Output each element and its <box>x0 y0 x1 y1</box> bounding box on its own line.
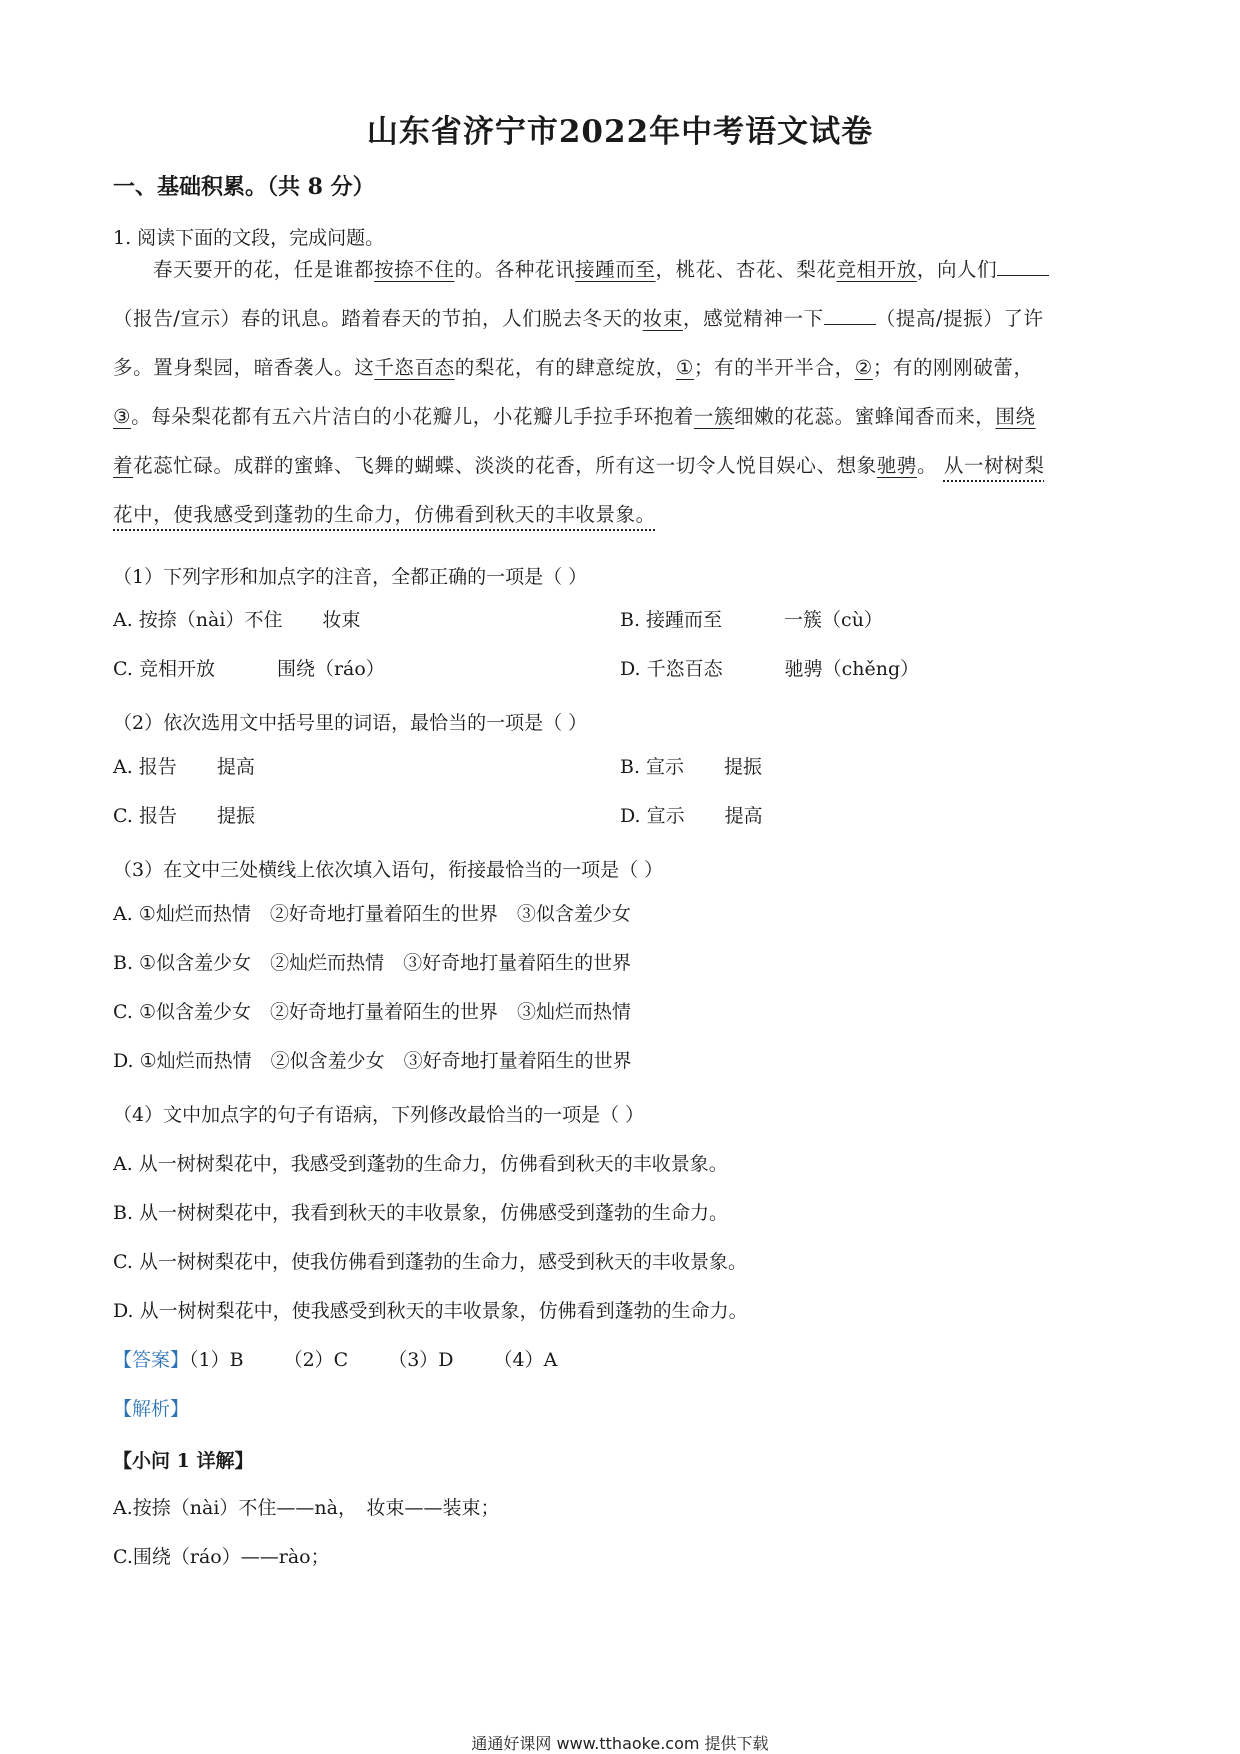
option-4D: D. 从一树树梨花中，使我感受到秋天的丰收景象，仿佛看到蓬勃的生命力。 <box>113 1300 748 1322</box>
option-1B: B. 接踵而至 一簇（cù） <box>620 609 883 631</box>
blank-marker-1: ① <box>675 356 694 379</box>
answer-item: （3）D <box>388 1349 454 1371</box>
question-1-stem: 1. 阅读下面的文段，完成问题。 <box>113 227 385 249</box>
section-heading: 一、基础积累。（共 8 分） <box>113 174 375 200</box>
detail-line-2: C.围绕（ráo）——rào； <box>113 1546 330 1568</box>
answer-item: （2）C <box>283 1349 349 1371</box>
answer-item: （1）B <box>189 1349 244 1371</box>
fill-blank <box>824 308 876 325</box>
underlined-word: 着 <box>113 454 134 477</box>
passage-line-4: ③。每朵梨花都有五六片洁白的小花瓣儿，小花瓣儿手拉手环抱着一簇细嫩的花蕊。蜜蜂闻香而来，围绕 <box>113 405 1036 428</box>
option-4C: C. 从一树树梨花中，使我仿佛看到蓬勃的生命力，感受到秋天的丰收景象。 <box>113 1251 747 1273</box>
sub-question-4-stem: （4）文中加点字的句子有语病，下列修改最恰当的一项是（ ） <box>113 1104 645 1126</box>
option-3B: B. ①似含羞少女 ②灿烂而热情 ③好奇地打量着陌生的世界 <box>113 952 632 974</box>
sub-question-1-stem: （1）下列字形和加点字的注音，全都正确的一项是（ ） <box>113 566 588 588</box>
sub-question-3-stem: （3）在文中三处横线上依次填入语句，衔接最恰当的一项是（ ） <box>113 859 664 881</box>
blank-marker-2: ② <box>854 356 873 379</box>
detail-heading: 【小问 1 详解】 <box>113 1450 254 1472</box>
option-1A: A. 按捺（nài）不住 妆束 <box>113 609 361 631</box>
page-title: 山东省济宁市2022年中考语文试卷 <box>366 114 874 150</box>
option-3C: C. ①似含羞少女 ②好奇地打量着陌生的世界 ③灿烂而热情 <box>113 1001 631 1023</box>
underlined-word: 围绕 <box>995 405 1036 428</box>
dotted-sentence: 从一树树梨 <box>943 454 1045 477</box>
footer-watermark: 通通好课网 www.tthaoke.com 提供下载 <box>471 1734 769 1753</box>
blank-marker-3: ③ <box>113 405 132 428</box>
passage-line-2: （报告/宣示）春的讯息。踏着春天的节拍，人们脱去冬天的妆束，感觉精神一下 （提高/提振）了许 <box>113 307 1044 330</box>
underlined-word: 妆束 <box>642 307 683 330</box>
option-2B: B. 宣示 提振 <box>620 756 763 778</box>
answer-label: 【答案】 <box>113 1349 190 1371</box>
option-4B: B. 从一树树梨花中，我看到秋天的丰收景象，仿佛感受到蓬勃的生命力。 <box>113 1202 729 1224</box>
underlined-word: 竞相开放 <box>836 258 917 281</box>
answer-item: （4）A <box>493 1349 558 1371</box>
analysis-label: 【解析】 <box>113 1398 190 1420</box>
underlined-word: 一簇 <box>693 405 735 428</box>
option-3D: D. ①灿烂而热情 ②似含羞少女 ③好奇地打量着陌生的世界 <box>113 1050 632 1072</box>
underlined-word: 接踵而至 <box>575 258 656 281</box>
option-2D: D. 宣示 提高 <box>620 805 763 827</box>
option-4A: A. 从一树树梨花中，我感受到蓬勃的生命力，仿佛看到秋天的丰收景象。 <box>113 1153 728 1175</box>
answer-line <box>113 1345 557 1372</box>
detail-line-1: A.按捺（nài）不住——nà， 妆束——装束； <box>113 1497 500 1519</box>
passage-line-6 <box>113 490 1128 539</box>
option-1C: C. 竞相开放 围绕（ráo） <box>113 658 385 680</box>
passage-line-5: 着花蕊忙碌。成群的蜜蜂、飞舞的蝴蝶、淡淡的花香，所有这一切令人悦目娱心、想象驰骋。 从一树树梨 <box>113 454 1045 477</box>
option-2C: C. 报告 提振 <box>113 805 255 827</box>
passage-line-3: 多。置身梨园，暗香袭人。这千恣百态的梨花，有的肆意绽放，①；有的半开半合，②；有的刚刚破蕾， <box>113 356 1034 379</box>
underlined-word: 千恣百态 <box>374 356 455 379</box>
option-3A: A. ①灿烂而热情 ②好奇地打量着陌生的世界 ③似含羞少女 <box>113 903 631 925</box>
underlined-word: 驰骋 <box>876 454 918 477</box>
sub-question-2-stem: （2）依次选用文中括号里的词语，最恰当的一项是（ ） <box>113 712 588 734</box>
dotted-sentence: 花中，使我感受到蓬勃的生命力，仿佛看到秋天的丰收景象。 <box>113 503 656 526</box>
option-2A: A. 报告 提高 <box>113 756 255 778</box>
option-1D: D. 千恣百态 驰骋（chěng） <box>620 658 920 680</box>
fill-blank <box>997 259 1049 276</box>
passage-line-1: 春天要开的花，任是谁都按捺不住的。各种花讯接踵而至，桃花、杏花、梨花竞相开放，向人们 <box>113 245 1128 294</box>
underlined-word: 按捺不住 <box>374 258 455 281</box>
